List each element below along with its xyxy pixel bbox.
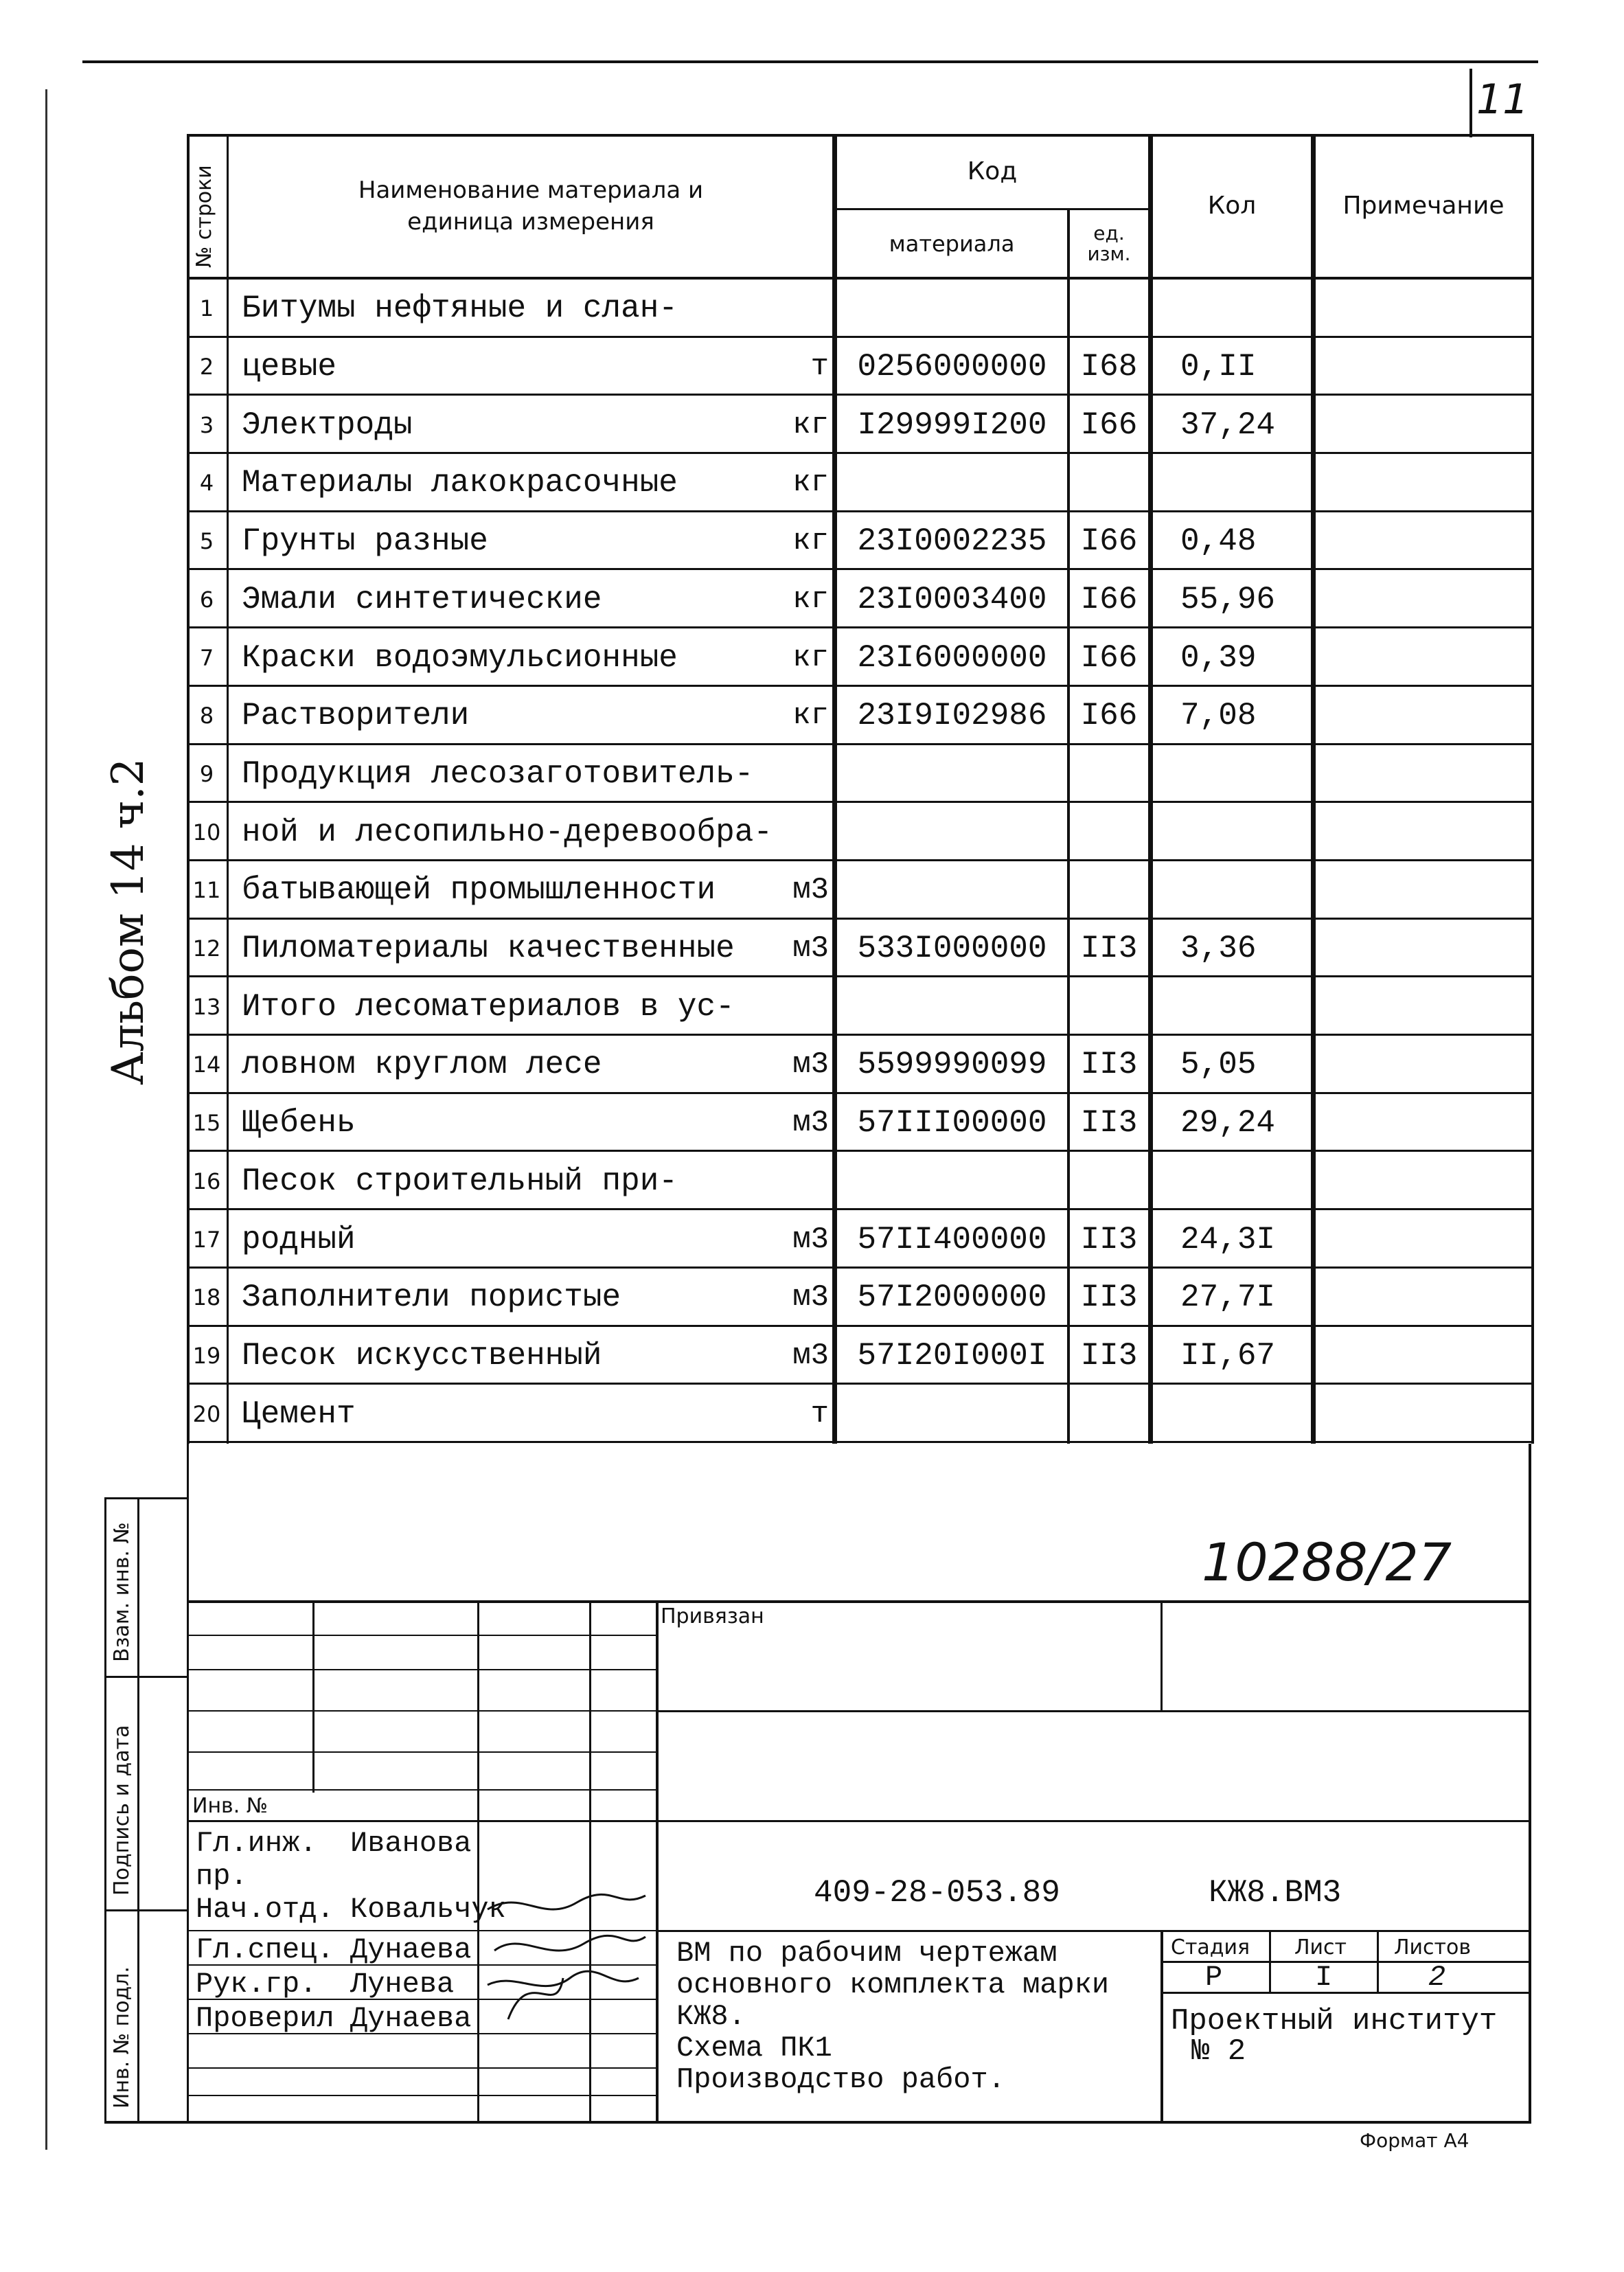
quantity: 55,96 bbox=[1180, 581, 1276, 617]
person-role: Проверил bbox=[196, 2002, 334, 2035]
unit-of-measure: м3 bbox=[792, 1338, 829, 1373]
quantity bbox=[1153, 454, 1338, 512]
material-code bbox=[837, 803, 1067, 861]
unit-code: I66 bbox=[1080, 639, 1138, 676]
table-row bbox=[187, 338, 1534, 396]
row-number: 10 bbox=[192, 819, 221, 845]
unit-code: I66 bbox=[1080, 523, 1138, 560]
row-number: 16 bbox=[192, 1168, 221, 1194]
header-code: Код bbox=[967, 157, 1018, 185]
description-line: Схема ПК1 bbox=[676, 2032, 832, 2065]
row-number: 18 bbox=[192, 1284, 221, 1311]
table-row bbox=[187, 280, 1534, 338]
person-name: Иванова bbox=[350, 1827, 472, 1860]
row-number: 17 bbox=[192, 1226, 221, 1253]
unit-of-measure: м3 bbox=[792, 1222, 829, 1257]
page-number: 11 bbox=[1476, 76, 1529, 124]
unit-code: I68 bbox=[1080, 349, 1138, 385]
material-code: 23I0003400 bbox=[857, 581, 1047, 617]
quantity: 3,36 bbox=[1180, 931, 1257, 967]
row-number: 14 bbox=[192, 1052, 221, 1078]
header-unit-code: ед. изм. bbox=[1087, 222, 1131, 265]
description-line: основного комплекта марки bbox=[676, 1968, 1110, 2001]
unit-code bbox=[1070, 1385, 1148, 1443]
quantity: 5,05 bbox=[1180, 1047, 1257, 1083]
table-row bbox=[187, 1327, 1534, 1385]
table-row bbox=[187, 687, 1534, 745]
material-code bbox=[837, 977, 1067, 1036]
row-number: 3 bbox=[199, 411, 214, 438]
row-number: 9 bbox=[199, 760, 214, 787]
material-code bbox=[837, 454, 1067, 512]
side-label-podpis: Подпись и дата bbox=[110, 1725, 134, 1896]
side-strip-div1 bbox=[104, 1676, 187, 1678]
table-row bbox=[187, 1152, 1534, 1211]
table-row bbox=[187, 512, 1534, 571]
unit-code: II3 bbox=[1080, 1280, 1138, 1316]
material-code bbox=[837, 1152, 1067, 1211]
quantity: 0,II bbox=[1180, 349, 1257, 385]
unit-of-measure bbox=[764, 803, 829, 861]
material-name: Битумы нефтяные и слан- bbox=[242, 291, 678, 327]
quantity bbox=[1153, 1152, 1338, 1211]
material-code: 57III00000 bbox=[857, 1105, 1047, 1141]
table-row bbox=[187, 1094, 1534, 1152]
side-strip-div2 bbox=[104, 1909, 187, 1911]
quantity: 7,08 bbox=[1180, 698, 1257, 734]
table-row bbox=[187, 803, 1534, 861]
quantity bbox=[1153, 977, 1338, 1036]
material-code: 57I2000000 bbox=[857, 1280, 1047, 1316]
album-note: Альбом 14 ч.2 bbox=[103, 758, 154, 1085]
person-role: Гл.инж. bbox=[196, 1827, 317, 1860]
material-name: Материалы лакокрасочные bbox=[242, 465, 678, 501]
row-number: 2 bbox=[199, 354, 214, 380]
stage-value: Р bbox=[1205, 1961, 1223, 1994]
description-line: КЖ8. bbox=[676, 2000, 746, 2033]
unit-of-measure: кг bbox=[792, 582, 829, 617]
description-line: ВМ по рабочим чертежам bbox=[676, 1937, 1057, 1970]
signature-scribbles bbox=[481, 1882, 652, 2033]
side-label-vzam: Взам. инв. № bbox=[110, 1522, 134, 1662]
material-code: 533I000000 bbox=[857, 931, 1047, 967]
row-number: 5 bbox=[199, 528, 214, 555]
handwritten-number: 10288/27 bbox=[1202, 1532, 1452, 1593]
table-row bbox=[187, 1385, 1534, 1443]
row-number: 4 bbox=[199, 470, 214, 497]
unit-of-measure bbox=[764, 745, 829, 804]
unit-of-measure: т bbox=[810, 350, 829, 385]
unit-code bbox=[1070, 280, 1148, 338]
sheets-label: Листов bbox=[1394, 1935, 1472, 1959]
unit-of-measure: м3 bbox=[792, 1106, 829, 1141]
material-name: Растворители bbox=[242, 698, 470, 734]
unit-code bbox=[1070, 977, 1148, 1036]
unit-code bbox=[1070, 454, 1148, 512]
material-code bbox=[837, 745, 1067, 804]
unit-of-measure: кг bbox=[792, 466, 829, 501]
unit-code: I66 bbox=[1080, 698, 1138, 734]
row-number: 12 bbox=[192, 935, 221, 962]
person-role: Гл.спец. bbox=[196, 1933, 334, 1966]
person-name: Дунаева bbox=[350, 1933, 472, 1966]
table-row bbox=[187, 1210, 1534, 1269]
unit-of-measure: м3 bbox=[792, 931, 829, 966]
material-name: Заполнители пористые bbox=[242, 1280, 621, 1316]
stage-label: Стадия bbox=[1171, 1935, 1250, 1959]
unit-of-measure: м3 bbox=[792, 873, 829, 908]
unit-of-measure: м3 bbox=[792, 1280, 829, 1315]
unit-code: II3 bbox=[1080, 1047, 1138, 1083]
person-role: Нач.отд. bbox=[196, 1893, 334, 1926]
row-number: 19 bbox=[192, 1342, 221, 1369]
person-role: Рук.гр. bbox=[196, 1968, 317, 2001]
frame-right-line bbox=[1529, 1444, 1531, 2122]
quantity: 0,48 bbox=[1180, 523, 1257, 560]
quantity bbox=[1153, 280, 1338, 338]
material-name: Продукция лесозаготовитель- bbox=[242, 756, 754, 792]
side-strip-mid bbox=[137, 1497, 139, 2122]
row-number: 6 bbox=[199, 586, 214, 613]
table-row bbox=[187, 628, 1534, 687]
unit-code bbox=[1070, 1152, 1148, 1211]
material-name: Щебень bbox=[242, 1105, 356, 1141]
material-name: батывающей промышленности bbox=[242, 872, 716, 909]
unit-code bbox=[1070, 745, 1148, 804]
header-note: Примечание bbox=[1342, 191, 1505, 220]
frame-left-line bbox=[187, 1444, 189, 2122]
side-strip-left bbox=[104, 1497, 106, 2122]
table-row bbox=[187, 396, 1534, 454]
person-name: Ковальчук bbox=[350, 1893, 506, 1926]
material-code: 57I20I000I bbox=[857, 1337, 1047, 1374]
material-name: Цемент bbox=[242, 1396, 356, 1432]
row-number: 8 bbox=[199, 703, 214, 729]
unit-of-measure: м3 bbox=[792, 1047, 829, 1082]
material-name: Песок искусственный bbox=[242, 1337, 602, 1374]
quantity: 0,39 bbox=[1180, 639, 1257, 676]
unit-of-measure: т bbox=[810, 1396, 829, 1431]
side-strip-top bbox=[104, 1497, 187, 1499]
bottom-frame-line bbox=[104, 2121, 1531, 2124]
unit-code: II3 bbox=[1080, 1105, 1138, 1141]
unit-code: II3 bbox=[1080, 931, 1138, 967]
person-name: Дунаева bbox=[350, 2002, 472, 2035]
unit-of-measure bbox=[764, 280, 829, 338]
unit-code: II3 bbox=[1080, 1337, 1138, 1374]
material-code bbox=[837, 280, 1067, 338]
material-name: Песок строительный при- bbox=[242, 1163, 678, 1199]
privyazan-label: Привязан bbox=[661, 1604, 764, 1628]
organization-line: Проектный институт bbox=[1171, 2004, 1498, 2038]
table-row bbox=[187, 1269, 1534, 1327]
sheets-value: 2 bbox=[1428, 1961, 1446, 1994]
row-number: 13 bbox=[192, 993, 221, 1020]
table-row bbox=[187, 745, 1534, 804]
unit-of-measure bbox=[764, 1152, 829, 1211]
material-name: цевые bbox=[242, 349, 337, 385]
row-number: 20 bbox=[192, 1400, 221, 1427]
inv-no-label: Инв. № bbox=[192, 1794, 268, 1818]
unit-of-measure: кг bbox=[792, 640, 829, 675]
row-number: 15 bbox=[192, 1110, 221, 1137]
quantity bbox=[1153, 1385, 1338, 1443]
quantity: 24,3I bbox=[1180, 1221, 1276, 1258]
doc-code: КЖ8.ВМ3 bbox=[1209, 1875, 1342, 1911]
unit-code bbox=[1070, 803, 1148, 861]
header-name: Наименование материала и единица измерения bbox=[358, 177, 704, 236]
header-row-no: № строки bbox=[192, 165, 216, 268]
material-code: 23I0002235 bbox=[857, 523, 1047, 560]
unit-of-measure bbox=[764, 977, 829, 1036]
top-border-line bbox=[82, 60, 1538, 63]
quantity bbox=[1153, 803, 1338, 861]
row-number: 1 bbox=[199, 295, 214, 322]
sheet-value: I bbox=[1315, 1961, 1333, 1994]
material-code bbox=[837, 1385, 1067, 1443]
quantity bbox=[1153, 745, 1338, 804]
unit-of-measure: кг bbox=[792, 698, 829, 734]
quantity bbox=[1153, 861, 1338, 920]
material-name: ловном круглом лесе bbox=[242, 1047, 602, 1083]
material-code: 57II400000 bbox=[857, 1221, 1047, 1258]
material-code: 0256000000 bbox=[857, 349, 1047, 385]
table-row bbox=[187, 861, 1534, 920]
row-number: 7 bbox=[199, 644, 214, 671]
sheet-label: Лист bbox=[1294, 1935, 1347, 1959]
unit-code: I66 bbox=[1080, 407, 1138, 443]
unit-code: I66 bbox=[1080, 581, 1138, 617]
table-row bbox=[187, 1036, 1534, 1094]
header-quantity: Кол bbox=[1207, 191, 1257, 220]
quantity: 37,24 bbox=[1180, 407, 1276, 443]
material-code: 23I9I02986 bbox=[857, 698, 1047, 734]
material-code: 5599990099 bbox=[857, 1047, 1047, 1083]
quantity: 29,24 bbox=[1180, 1105, 1276, 1141]
material-name: ной и лесопильно-деревообра- bbox=[242, 814, 773, 850]
left-margin-line bbox=[45, 89, 47, 2150]
header-material-code: материала bbox=[889, 231, 1015, 257]
material-code: I29999I200 bbox=[857, 407, 1047, 443]
page-number-divider bbox=[1469, 69, 1472, 137]
table-row bbox=[187, 920, 1534, 978]
row-number: 11 bbox=[192, 877, 221, 904]
person-role: пр. bbox=[196, 1860, 248, 1893]
quantity: 27,7I bbox=[1180, 1280, 1276, 1316]
person-name: Лунева bbox=[350, 1968, 455, 2001]
unit-of-measure: кг bbox=[792, 407, 829, 442]
table-row bbox=[187, 977, 1534, 1036]
table-row bbox=[187, 454, 1534, 512]
material-code bbox=[837, 861, 1067, 920]
unit-code: II3 bbox=[1080, 1221, 1138, 1258]
material-name: родный bbox=[242, 1221, 356, 1258]
quantity: II,67 bbox=[1180, 1337, 1276, 1374]
material-name: Электроды bbox=[242, 407, 413, 443]
material-name: Итого лесоматериалов в ус- bbox=[242, 988, 735, 1025]
material-code: 23I6000000 bbox=[857, 639, 1047, 676]
material-name: Краски водоэмульсионные bbox=[242, 639, 678, 676]
organization-line: № 2 bbox=[1191, 2034, 1246, 2069]
material-name: Грунты разные bbox=[242, 523, 488, 560]
doc-number: 409-28-053.89 bbox=[814, 1875, 1060, 1911]
format-label: Формат А4 bbox=[1360, 2129, 1469, 2152]
unit-of-measure: кг bbox=[792, 524, 829, 559]
materials-table bbox=[187, 134, 1534, 1444]
side-label-inv-podl: Инв. № подл. bbox=[110, 1966, 134, 2109]
material-name: Эмали синтетические bbox=[242, 581, 602, 617]
table-row bbox=[187, 571, 1534, 629]
description-line: Производство работ. bbox=[676, 2063, 1005, 2096]
row-separator bbox=[187, 1441, 1534, 1443]
unit-code bbox=[1070, 861, 1148, 920]
material-name: Пиломатериалы качественные bbox=[242, 931, 735, 967]
